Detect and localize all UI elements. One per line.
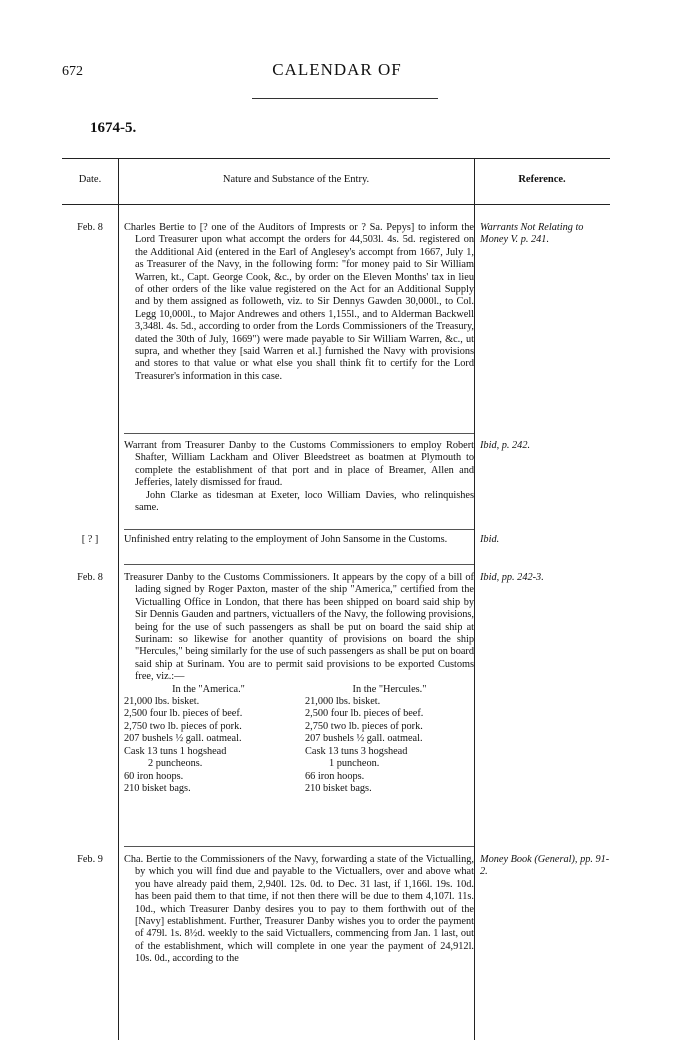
entry-text: Unfinished entry relating to the employment of John Sansome in the Customs. — [124, 534, 448, 545]
provision-item: 210 bisket bags. — [124, 782, 191, 794]
provisions-america — [124, 684, 293, 796]
calendar-table — [62, 158, 610, 1040]
provision-item: Cask 13 tuns 3 hogshead — [305, 745, 408, 757]
entry-date: [ ? ] — [81, 534, 99, 545]
provision-item: 2,750 two lb. pieces of pork. — [124, 720, 242, 732]
page-header — [0, 60, 674, 90]
provision-item: 21,000 lbs. bisket. — [305, 696, 381, 708]
provision-item: 207 bushels ½ gall. oatmeal. — [305, 733, 423, 745]
entry-text: Cha. Bertie to the Commissioners of the Navy, forwarding a state of the Victualling, by which you will find due and payable to the Victuallers, over and above what you have already paid them, 2,940l. 12s. 0d. to Dec. 31 last, if 1,166l. 19s. 10d. has been paid them to that time, if not then there will be due to them 4,107l. 11s. 10d., which Treasurer Danby desires you to pay to them forthwith out of the [Navy] establishment. Further, Treasurer Danby wishes you to order the payment of 479l. 1s. 8½d. weekly to the said Victuallers, commencing from Jan. 1 last, out of the establishment, which will complete in one year the payment of 24,912l. 10s. 0d., according to the — [124, 854, 474, 965]
provisions-hercules — [305, 684, 474, 796]
header-bottom-rule — [62, 204, 610, 205]
entry-reference: Warrants Not Relating to Money V. p. 241. — [480, 222, 584, 246]
entry-reference: Ibid, p. 242. — [480, 440, 531, 451]
entry-reference: Money Book (General), pp. 91-2. — [480, 854, 610, 878]
provisions-heading: In the "America." — [172, 683, 245, 695]
column-header-date: Date. — [78, 174, 102, 185]
provisions-heading: In the "Hercules." — [352, 683, 427, 695]
provision-item: 66 iron hoops. — [305, 770, 365, 782]
entry-separator — [124, 529, 474, 530]
entry-reference: Ibid. — [480, 534, 500, 545]
reference-column-rule — [474, 158, 475, 1040]
column-header-nature: Nature and Substance of the Entry. — [222, 174, 370, 185]
entry-text: Warrant from Treasurer Danby to the Customs Commissioners to employ Robert Shafter, William Lackham and Oliver Bleedstreet as boatmen at Plymouth to complete the establishment of that port and in place of Breamer, Allen and Jefferies, lately dismissed for fraud. John Clarke as tidesman at Exeter, loco William Davies, who relinquishes same. — [124, 440, 474, 514]
title-rule — [252, 98, 438, 99]
provision-item: 207 bushels ½ gall. oatmeal. — [124, 733, 242, 745]
page-number: 672 — [62, 64, 83, 79]
provision-item: Cask 13 tuns 1 hogshead — [124, 745, 227, 757]
table-top-rule — [62, 158, 610, 159]
provision-item: 60 iron hoops. — [124, 770, 184, 782]
provision-item: 2,500 four lb. pieces of beef. — [305, 708, 424, 720]
entry-text: Treasurer Danby to the Customs Commissioners. It appears by the copy of a bill of lading signed by Roger Paxton, master of the ship "America," certified from the Victualling Office in London, that there has been shipped on board said ship by Sir Dennis Gauden and partners, victuallers of the Navy, the following provisions, being for the use of such passengers as shall be put on board the said ship at Surinam: so likewise for another quantity of provisions on board the ship "Hercules," being similarly for the use of such passengers as shall be put on board said ship at Surinam. You are to permit said provisions to be exported Customs free, viz.:— In the "America." 21,000 lbs. bisket. 2,500 four lb. pieces of beef. 2,750 two lb. pieces of pork. 207 bushels ½ gall. oatmeal. Cask 13 tuns 1 hogshead 2 puncheons. 60 iron hoops. 210 bisket bags. In the "Hercules." 21,000 lbs. bisket. 2,500 four lb. pieces of beef. 2,750 two lb. pieces of pork. 207 bushels ½ gall. oatmeal. Cask 13 tuns 3 hogshead 1 puncheon. 66 iron hoops. 210 bisket bags. — [124, 572, 474, 794]
entry-reference: Ibid, pp. 242-3. — [480, 572, 544, 583]
provision-item: 2 puncheons. — [148, 758, 203, 770]
year-heading: 1674-5. — [90, 120, 137, 136]
provision-item: 210 bisket bags. — [305, 782, 372, 794]
date-column-rule — [118, 158, 119, 1040]
entry-separator — [124, 846, 474, 847]
provisions-list — [124, 684, 474, 796]
provision-item: 2,500 four lb. pieces of beef. — [124, 708, 243, 720]
entry-separator — [124, 433, 474, 434]
entry-date: Feb. 8 — [77, 572, 103, 583]
provision-item: 2,750 two lb. pieces of pork. — [305, 720, 423, 732]
provision-item: 1 puncheon. — [329, 758, 380, 770]
entry-date: Feb. 9 — [77, 854, 103, 865]
entry-separator — [124, 564, 474, 565]
running-title: CALENDAR OF — [272, 60, 402, 79]
column-header-reference: Reference. — [518, 174, 566, 185]
provision-item: 21,000 lbs. bisket. — [124, 696, 200, 708]
entry-date: Feb. 8 — [77, 222, 103, 233]
entry-text: Charles Bertie to [? one of the Auditors of Imprests or ? Sa. Pepys] to inform the Lord Treasurer upon what accompt the orders for 44,503l. 4s. 5d. registered on the Additional Aid (entered in the Earl of Anglesey's accompt from 1667, July 1, as Treasurer of the Navy, in the following form: "for money paid to Sir William Warren, kt., Capt. George Cook, &c., by order on the Eleven Months' tax in lieu of other orders of the like value registered on the Act for an Additional Supply and by them assigned as followeth, viz. to Sir Dennys Gawden 30,000l., to Col. Legg 10,000l., to Major Andrewes and others 1,155l., and to Alderman Backwell 3,348l. 4s. 5d., according to order from the Lords Commissioners of the Treasury, dated the 30th of July, 1669") were made payable to Sir William Warren, &c., ut supra, and whether they [said Warren et al.] furnished the Navy with provisions and stores to that value or what else you shall think fit to certify for the Lord Treasurer's information in this case. — [124, 222, 474, 382]
